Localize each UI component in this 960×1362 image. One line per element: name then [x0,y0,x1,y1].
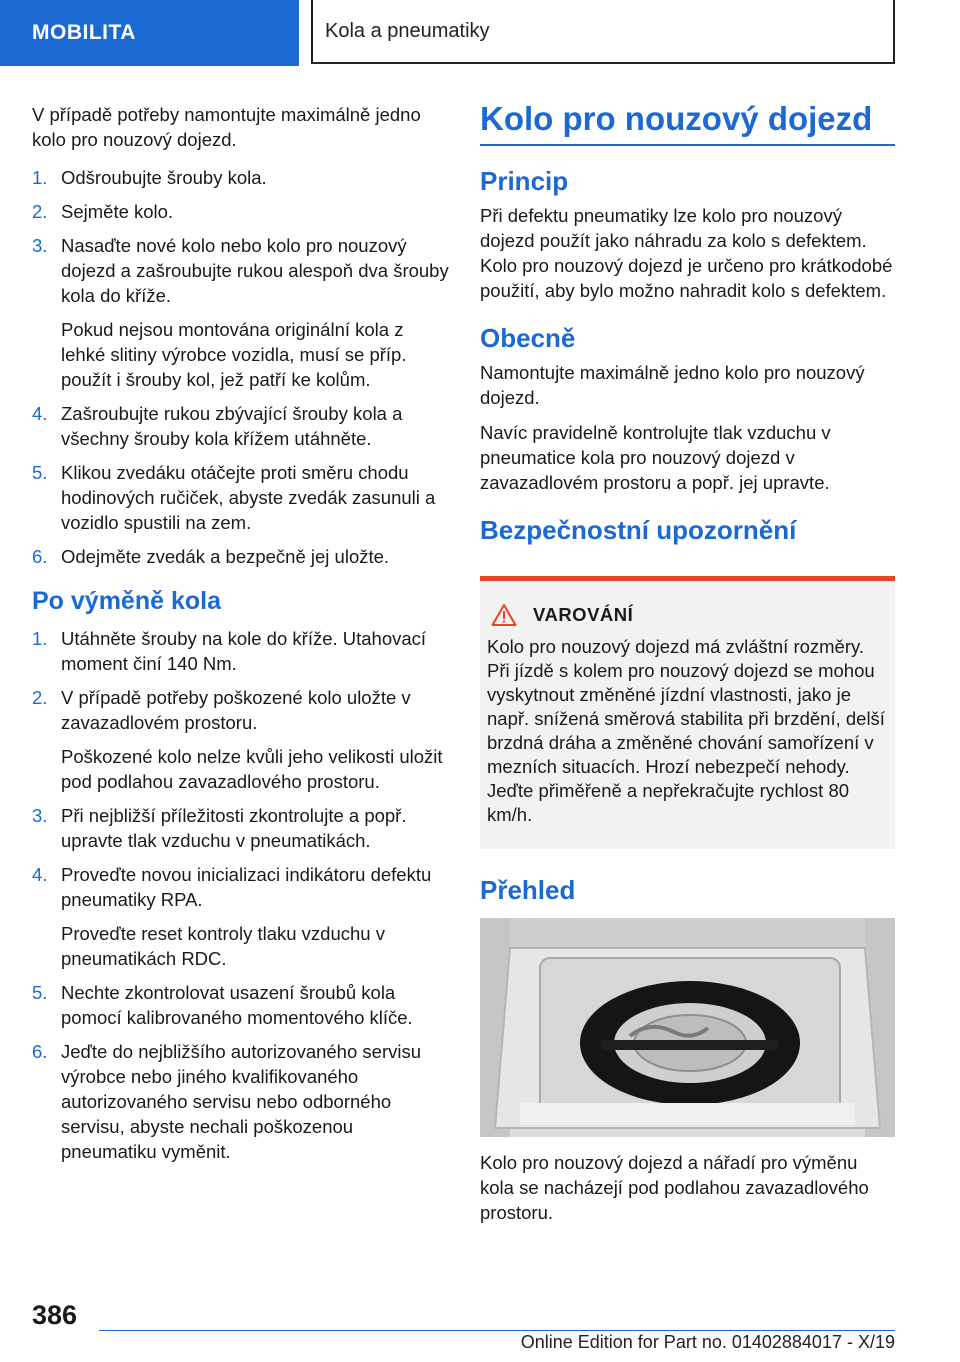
section-tab [311,0,895,64]
general-heading: Obecně [480,323,576,353]
step-note: Proveďte reset kontroly tlaku vzduchu v pneumatikách RDC. [61,923,385,969]
step-text: Nasaďte nové kolo nebo kolo pro nouzový dojezd a zašroubujte rukou alespoň dva šrouby kola do kříže. [61,235,449,306]
left-column [32,102,452,1173]
list-item [32,1039,452,1164]
step-text: Klikou zvedáku otáčejte proti směru chodu hodinových ručiček, abyste zvedák zasunuli a vozidlo spustili na zem. [61,462,436,533]
list-item [32,685,452,794]
warning-box [480,576,895,849]
step-number: 2. [32,687,48,708]
overview-heading: Přehled [480,875,576,905]
step-number: 4. [32,864,48,885]
intro-text: V případě potřeby namontujte maximálně jedno kolo pro nouzový dojezd. [32,104,421,150]
step-number: 6. [32,1041,48,1062]
list-item [32,199,452,224]
step-text: Sejměte kolo. [61,201,174,222]
step-note: Poškozené kolo nelze kvůli jeho velikosti uložit pod podlahou zavazadlového prostoru. [61,746,443,792]
step-text: Jeďte do nejbližšího autorizovaného servisu výrobce nebo jiného kvalifikovaného autorizovaného servisu nebo odborného servisu, abyste nechali poškozenou pneumatiku vyměnit. [61,1041,422,1162]
step-text: Odšroubujte šrouby kola. [61,167,267,188]
step-number: 3. [32,805,48,826]
step-note: Pokud nejsou montována originální kola z lehké slitiny výrobce vozidla, musí se příp. použít i šrouby kol, jež patří ke kolům. [61,319,407,390]
list-item [32,544,452,569]
general-text-1: Namontujte maximálně jedno kolo pro nouzový dojezd. [480,362,865,408]
wheel-change-steps [32,165,452,569]
chapter-label: MOBILITA [32,21,136,44]
section-label: Kola a pneumatiky [325,19,490,42]
list-item [32,165,452,190]
step-text: Odejměte zvedák a bezpečně jej uložte. [61,546,390,567]
principle-heading: Princip [480,166,569,196]
list-item [32,460,452,535]
edition-note: Online Edition for Part no. 01402884017 - X/19 [520,1332,895,1352]
step-text: Při nejbližší příležitosti zkontrolujte a popř. upravte tlak vzduchu v pneumatikách. [61,805,407,851]
warning-triangle-icon [491,603,517,627]
trunk-illustration [480,918,895,1137]
chapter-tab [0,0,299,66]
step-number: 1. [32,167,48,188]
step-number: 4. [32,403,48,424]
step-text: Zašroubujte rukou zbývající šrouby kola a všechny šrouby kola křížem utáhněte. [61,403,403,449]
spare-wheel-photo [480,918,895,1137]
step-text: V případě potřeby poškozené kolo uložte v zavazadlovém prostoru. [61,687,411,733]
list-item [32,233,452,392]
general-text-2: Navíc pravidelně kontrolujte tlak vzduchu v pneumatice kola pro nouzový dojezd v zavazadlovém prostoru a popř. jej upravte. [480,422,831,493]
step-number: 3. [32,235,48,256]
list-item [32,980,452,1030]
page-header [0,0,960,66]
warning-text: Kolo pro nouzový dojezd má zvláštní rozměry. Při jízdě s kolem pro nouzový dojezd se mohou vyskytnout změněné jízdní vlastnosti, jako je např. snížená směrová stabilita při brzdění, delší brzdná dráha a změněné chování samořízení v mezních situacích. Hrozí nebezpečí nehody. Jeďte přiměřeně a nepřekračujte rychlost 80 km/h. [487,636,885,825]
after-change-heading: Po výměně kola [32,587,221,615]
safety-heading: Bezpečnostní upozornění [480,515,797,545]
after-change-steps [32,626,452,1164]
warning-title: VAROVÁNÍ [533,604,634,625]
list-item [32,401,452,451]
step-number: 2. [32,201,48,222]
list-item [32,803,452,853]
page-title: Kolo pro nouzový dojezd [480,100,895,146]
page-number: 386 [32,1300,78,1330]
step-text: Proveďte novou inicializaci indikátoru defektu pneumatiky RPA. [61,864,432,910]
step-text: Nechte zkontrolovat usazení šroubů kola pomocí kalibrovaného momentového klíče. [61,982,413,1028]
photo-caption: Kolo pro nouzový dojezd a nářadí pro výměnu kola se nacházejí pod podlahou zavazadlového prostoru. [480,1152,869,1223]
step-number: 1. [32,628,48,649]
step-number: 5. [32,462,48,483]
step-text: Utáhněte šrouby na kole do kříže. Utahovací moment činí 140 Nm. [61,628,427,674]
list-item [32,626,452,676]
list-item [32,862,452,971]
principle-text: Při defektu pneumatiky lze kolo pro nouzový dojezd použít jako náhradu za kolo s defektem. Kolo pro nouzový dojezd je určeno pro krátkodobé použití, aby bylo možno nahradit kolo s defektem. [480,205,893,301]
footer-divider [99,1330,895,1331]
step-number: 6. [32,546,48,567]
step-number: 5. [32,982,48,1003]
right-column [480,100,895,1225]
warning-header [487,603,887,627]
